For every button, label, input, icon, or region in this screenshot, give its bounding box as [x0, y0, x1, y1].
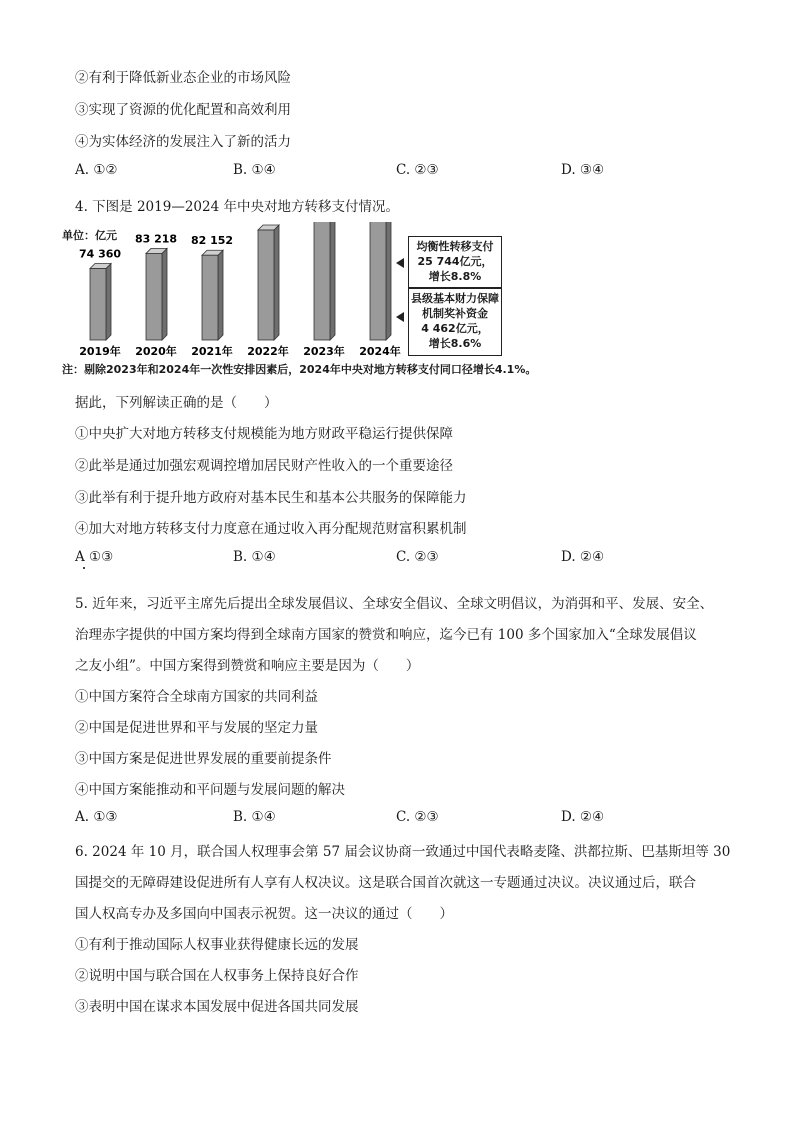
bar-value-label: 82 152: [190, 234, 234, 248]
q6-line-2: 国提交的无障碍建设促进所有人享有人权决议。这是联合国首次就这一专题通过决议。决议通过后，联合: [75, 875, 696, 891]
bar-value-label: 74 360: [78, 247, 122, 261]
q5-line-2: 治理赤字提供的中国方案均得到全球南方国家的赞赏和响应，迄今已有 100 多个国家加入“全球发展倡议: [75, 627, 697, 643]
bar-2024年: [370, 222, 386, 340]
bar-side-2022年: [274, 225, 279, 340]
stray-dot: [83, 567, 85, 569]
q5-option-a: A. ①③: [75, 809, 118, 825]
q5-option-b: B. ①④: [233, 809, 276, 825]
annotation-2-line-4: 增长8.6%: [428, 337, 482, 350]
q4-item-3: ③此举有利于提升地方政府对基本民生和基本公共服务的保障能力: [75, 490, 467, 506]
annotation-2-line-3: 4 462亿元，: [421, 322, 489, 335]
annotation-1-line-2: 25 744亿元，: [417, 255, 493, 268]
bar-chart-svg: [62, 222, 402, 362]
annotation-box-2: [408, 288, 502, 356]
q6-item-3: ③表明中国在谋求本国发展中促进各国共同发展: [75, 999, 359, 1015]
q3-item-2: ②有利于降低新业态企业的市场风险: [75, 70, 291, 86]
q5-item-1: ①中国方案符合全球南方国家的共同利益: [75, 689, 318, 705]
q5-line-3: 之友小组”。中国方案得到赞赏和响应主要是因为（ ）: [75, 658, 420, 674]
q5-option-c: C. ②③: [396, 809, 439, 825]
q4-option-a: A ①③: [75, 549, 114, 565]
q5-item-2: ②中国是促进世界和平与发展的坚定力量: [75, 720, 318, 736]
bar-2020年: [146, 253, 162, 340]
q4-option-d: D. ②④: [561, 549, 605, 565]
q4-item-2: ②此举是通过加强宏观调控增加居民财产性收入的一个重要途径: [75, 458, 453, 474]
bar-side-2023年: [330, 222, 335, 340]
q5-item-4: ④中国方案能推动和平问题与发展问题的解决: [75, 782, 345, 798]
bar-2022年: [258, 230, 274, 340]
annotation-2-line-1: 县级基本财力保障: [411, 292, 499, 305]
q6-line-1: 6. 2024 年 10 月，联合国人权理事会第 57 届会议协商一致通过中国代表略麦隆、洪都拉斯、巴基斯坦等 30: [75, 844, 731, 860]
q4-prompt: 据此，下列解读正确的是（ ）: [75, 395, 278, 411]
q4-stem: 4. 下图是 2019—2024 年中央对地方转移支付情况。: [75, 199, 399, 215]
q3-item-3: ③实现了资源的优化配置和高效利用: [75, 102, 291, 118]
q5-option-d: D. ②④: [561, 809, 605, 825]
q5-line-1: 5. 近年来，习近平主席先后提出全球发展倡议、全球安全倡议、全球文明倡议，为消弭和平、发展、安全、: [75, 596, 714, 612]
chart-note: 注：剔除2023年和2024年一次性安排因素后，2024年中央对地方转移支付同口径增长4.1%。: [62, 363, 537, 376]
annotation-1-line-3: 增长8.8%: [428, 270, 482, 283]
category-label: 2023年: [303, 345, 345, 358]
q4-option-b: B. ①④: [233, 549, 276, 565]
bar-side-2019年: [106, 263, 111, 340]
q3-option-a: A. ①②: [75, 162, 118, 178]
q3-option-c: C. ②③: [396, 162, 439, 178]
category-label: 2021年: [191, 345, 233, 358]
bar-side-2021年: [218, 250, 223, 340]
category-label: 2020年: [135, 345, 177, 358]
bar-2021年: [202, 255, 218, 340]
category-label: 2022年: [247, 345, 289, 358]
chart-unit-label: 单位：亿元: [62, 229, 117, 242]
annotation-arrow-1: [396, 258, 404, 268]
annotation-box-1: [408, 236, 502, 288]
bar-2019年: [90, 268, 106, 340]
q3-item-4: ④为实体经济的发展注入了新的活力: [75, 134, 291, 150]
q6-item-2: ②说明中国与联合国在人权事务上保持良好合作: [75, 968, 359, 984]
annotation-arrow-2: [396, 312, 404, 322]
bar-2023年: [314, 222, 330, 340]
q5-item-3: ③中国方案是促进世界发展的重要前提条件: [75, 751, 332, 767]
category-label: 2024年: [359, 345, 401, 358]
annotation-2-line-2: 机制奖补资金: [422, 307, 488, 320]
category-label: 2019年: [79, 345, 121, 358]
bar-side-2020年: [162, 248, 167, 340]
q6-item-1: ①有利于推动国际人权事业获得健康长远的发展: [75, 937, 359, 953]
q6-line-3: 国人权高专办及多国向中国表示祝贺。这一决议的通过（ ）: [75, 906, 453, 922]
q4-option-c: C. ②③: [396, 549, 439, 565]
q3-option-d: D. ③④: [561, 162, 605, 178]
q4-item-4: ④加大对地方转移支付力度意在通过收入再分配规范财富积累机制: [75, 521, 467, 537]
transfer-payment-chart: [62, 222, 582, 380]
annotation-1-line-1: 均衡性转移支付: [416, 240, 494, 253]
bar-value-label: 83 218: [134, 232, 178, 246]
bar-side-2024年: [386, 222, 391, 340]
q4-item-1: ①中央扩大对地方转移支付规模能为地方财政平稳运行提供保障: [75, 426, 453, 442]
q3-option-b: B. ①④: [233, 162, 276, 178]
